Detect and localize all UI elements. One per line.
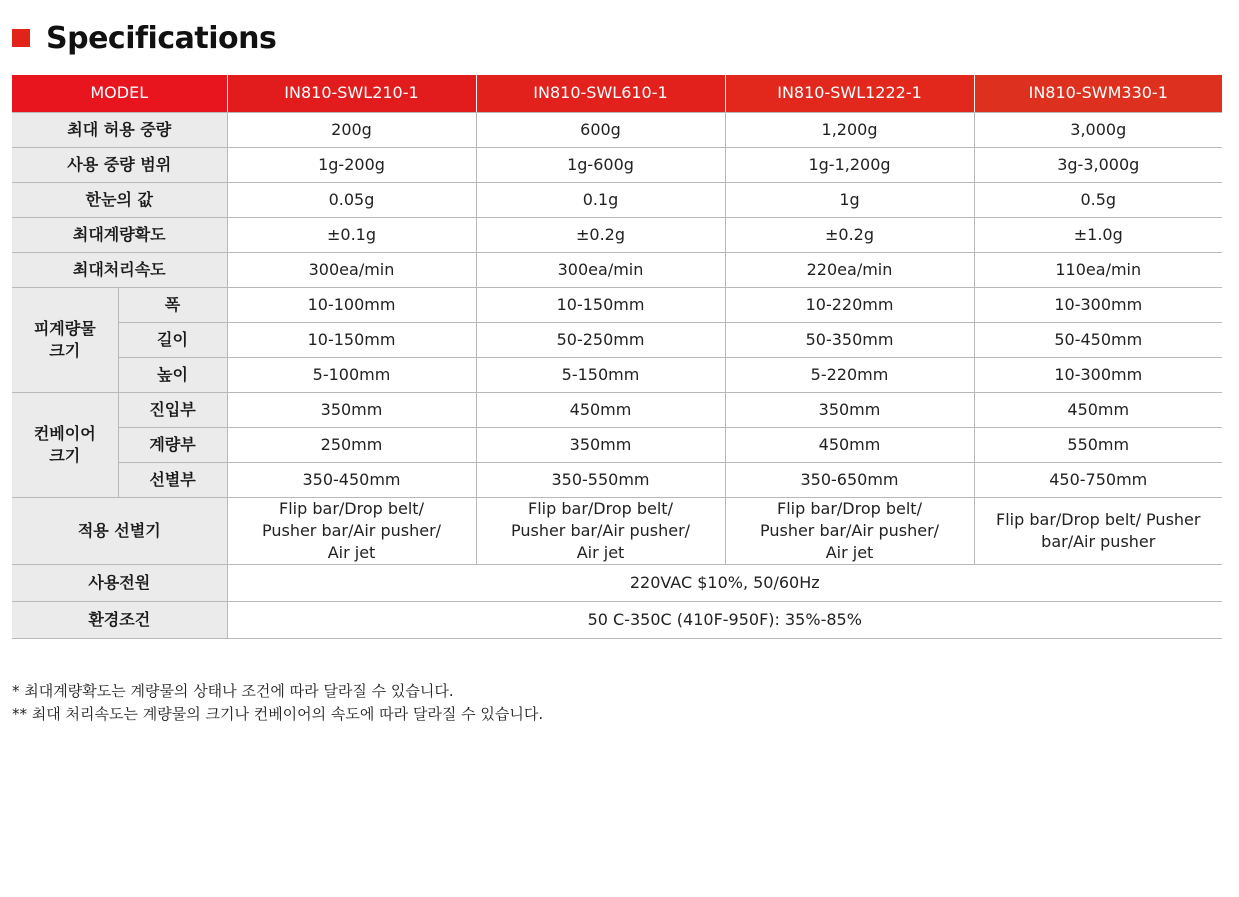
cell: ±1.0g: [974, 217, 1222, 252]
cell: 50 C-350C (410F-950F): 35%-85%: [227, 601, 1222, 638]
cell: 350-650mm: [725, 462, 974, 497]
cell-line: Air jet: [327, 542, 376, 562]
group-label-conveyor-size: [12, 392, 118, 497]
table-row: [12, 564, 1222, 601]
table-row: [12, 217, 1222, 252]
page-title: Specifications: [46, 20, 277, 56]
cell: ±0.1g: [227, 217, 476, 252]
cell: 0.1g: [476, 182, 725, 217]
cell: 450mm: [974, 392, 1222, 427]
sub-label: 높이: [118, 357, 227, 392]
cell: 220ea/min: [725, 252, 974, 287]
cell: 10-220mm: [725, 287, 974, 322]
footnote: ** 최대 처리속도는 계량물의 크기나 컨베이어의 속도에 따라 달라질 수 있습니다.: [12, 705, 544, 723]
row-label: 적용 선별기: [12, 497, 227, 564]
cell-line: Flip bar/Drop belt/: [777, 498, 922, 518]
sub-label: 선별부: [118, 462, 227, 497]
table-row: [12, 147, 1222, 182]
cell: 5-220mm: [725, 357, 974, 392]
cell: 250mm: [227, 427, 476, 462]
table-row: [12, 322, 1222, 357]
row-label: 한눈의 값: [12, 182, 227, 217]
row-label: 최대계량확도: [12, 217, 227, 252]
table-row: [12, 287, 1222, 322]
cell: [476, 497, 725, 564]
group-label-product-size: [12, 287, 118, 392]
cell: 1g-600g: [476, 147, 725, 182]
cell: 220VAC $10%, 50/60Hz: [227, 564, 1222, 601]
table-row: [12, 357, 1222, 392]
sub-label: 길이: [118, 322, 227, 357]
cell-line: Air jet: [576, 542, 625, 562]
cell: 450-750mm: [974, 462, 1222, 497]
cell: 110ea/min: [974, 252, 1222, 287]
cell: 1,200g: [725, 112, 974, 147]
table-header-row: [12, 75, 1222, 112]
table-row: [12, 112, 1222, 147]
footnote: * 최대계량확도는 계량물의 상태나 조건에 따라 달라질 수 있습니다.: [12, 682, 454, 700]
cell: 10-100mm: [227, 287, 476, 322]
section-title: [12, 18, 276, 58]
cell: 600g: [476, 112, 725, 147]
cell: 350mm: [227, 392, 476, 427]
footnotes: [12, 680, 543, 726]
cell: 450mm: [476, 392, 725, 427]
table-row: [12, 427, 1222, 462]
header-model-4: IN810-SWM330-1: [974, 75, 1222, 112]
cell: 350-550mm: [476, 462, 725, 497]
cell: [227, 497, 476, 564]
title-square-icon: [12, 29, 30, 47]
sub-label: 폭: [118, 287, 227, 322]
row-label: 사용전원: [12, 564, 227, 601]
cell: 0.05g: [227, 182, 476, 217]
cell-line: Pusher bar/Air pusher/: [759, 520, 940, 540]
cell-line: Flip bar/Drop belt/: [279, 498, 424, 518]
cell: 1g-1,200g: [725, 147, 974, 182]
header-model: MODEL: [12, 75, 227, 112]
table-row: [12, 497, 1222, 564]
table-row: [12, 252, 1222, 287]
row-label: 사용 중량 범위: [12, 147, 227, 182]
group-label-line: 크기: [49, 340, 81, 360]
cell: 50-250mm: [476, 322, 725, 357]
cell: 300ea/min: [227, 252, 476, 287]
sub-label: 계량부: [118, 427, 227, 462]
cell: 5-150mm: [476, 357, 725, 392]
cell: [974, 497, 1222, 564]
header-model-3: IN810-SWL1222-1: [725, 75, 974, 112]
table-row: [12, 182, 1222, 217]
cell-line: Pusher bar/Air pusher/: [261, 520, 442, 540]
cell: 300ea/min: [476, 252, 725, 287]
cell: ±0.2g: [725, 217, 974, 252]
cell: 1g: [725, 182, 974, 217]
row-label: 최대 허용 중량: [12, 112, 227, 147]
cell: 50-350mm: [725, 322, 974, 357]
cell: 10-300mm: [974, 287, 1222, 322]
cell: 50-450mm: [974, 322, 1222, 357]
cell: 350mm: [725, 392, 974, 427]
table-row: [12, 601, 1222, 638]
cell-line: Flip bar/Drop belt/: [528, 498, 673, 518]
cell: 350mm: [476, 427, 725, 462]
cell: 10-300mm: [974, 357, 1222, 392]
cell: 3,000g: [974, 112, 1222, 147]
row-label: 환경조건: [12, 601, 227, 638]
cell: 3g-3,000g: [974, 147, 1222, 182]
cell-line: Flip bar/Drop belt/ Pusher: [996, 509, 1201, 529]
header-model-2: IN810-SWL610-1: [476, 75, 725, 112]
group-label-line: 컨베이어: [33, 423, 96, 443]
cell: 200g: [227, 112, 476, 147]
cell: 1g-200g: [227, 147, 476, 182]
cell-line: Pusher bar/Air pusher/: [510, 520, 691, 540]
group-label-line: 피계량물: [33, 318, 96, 338]
row-label: 최대처리속도: [12, 252, 227, 287]
cell-line: Air jet: [825, 542, 874, 562]
table-row: [12, 392, 1222, 427]
header-model-1: IN810-SWL210-1: [227, 75, 476, 112]
cell: [725, 497, 974, 564]
specifications-table: [12, 75, 1222, 639]
group-label-line: 크기: [49, 445, 81, 465]
cell: 450mm: [725, 427, 974, 462]
cell: 5-100mm: [227, 357, 476, 392]
cell-line: bar/Air pusher: [1041, 531, 1156, 551]
cell: 10-150mm: [476, 287, 725, 322]
cell: 0.5g: [974, 182, 1222, 217]
cell: 10-150mm: [227, 322, 476, 357]
table-row: [12, 462, 1222, 497]
sub-label: 진입부: [118, 392, 227, 427]
cell: 550mm: [974, 427, 1222, 462]
cell: 350-450mm: [227, 462, 476, 497]
cell: ±0.2g: [476, 217, 725, 252]
